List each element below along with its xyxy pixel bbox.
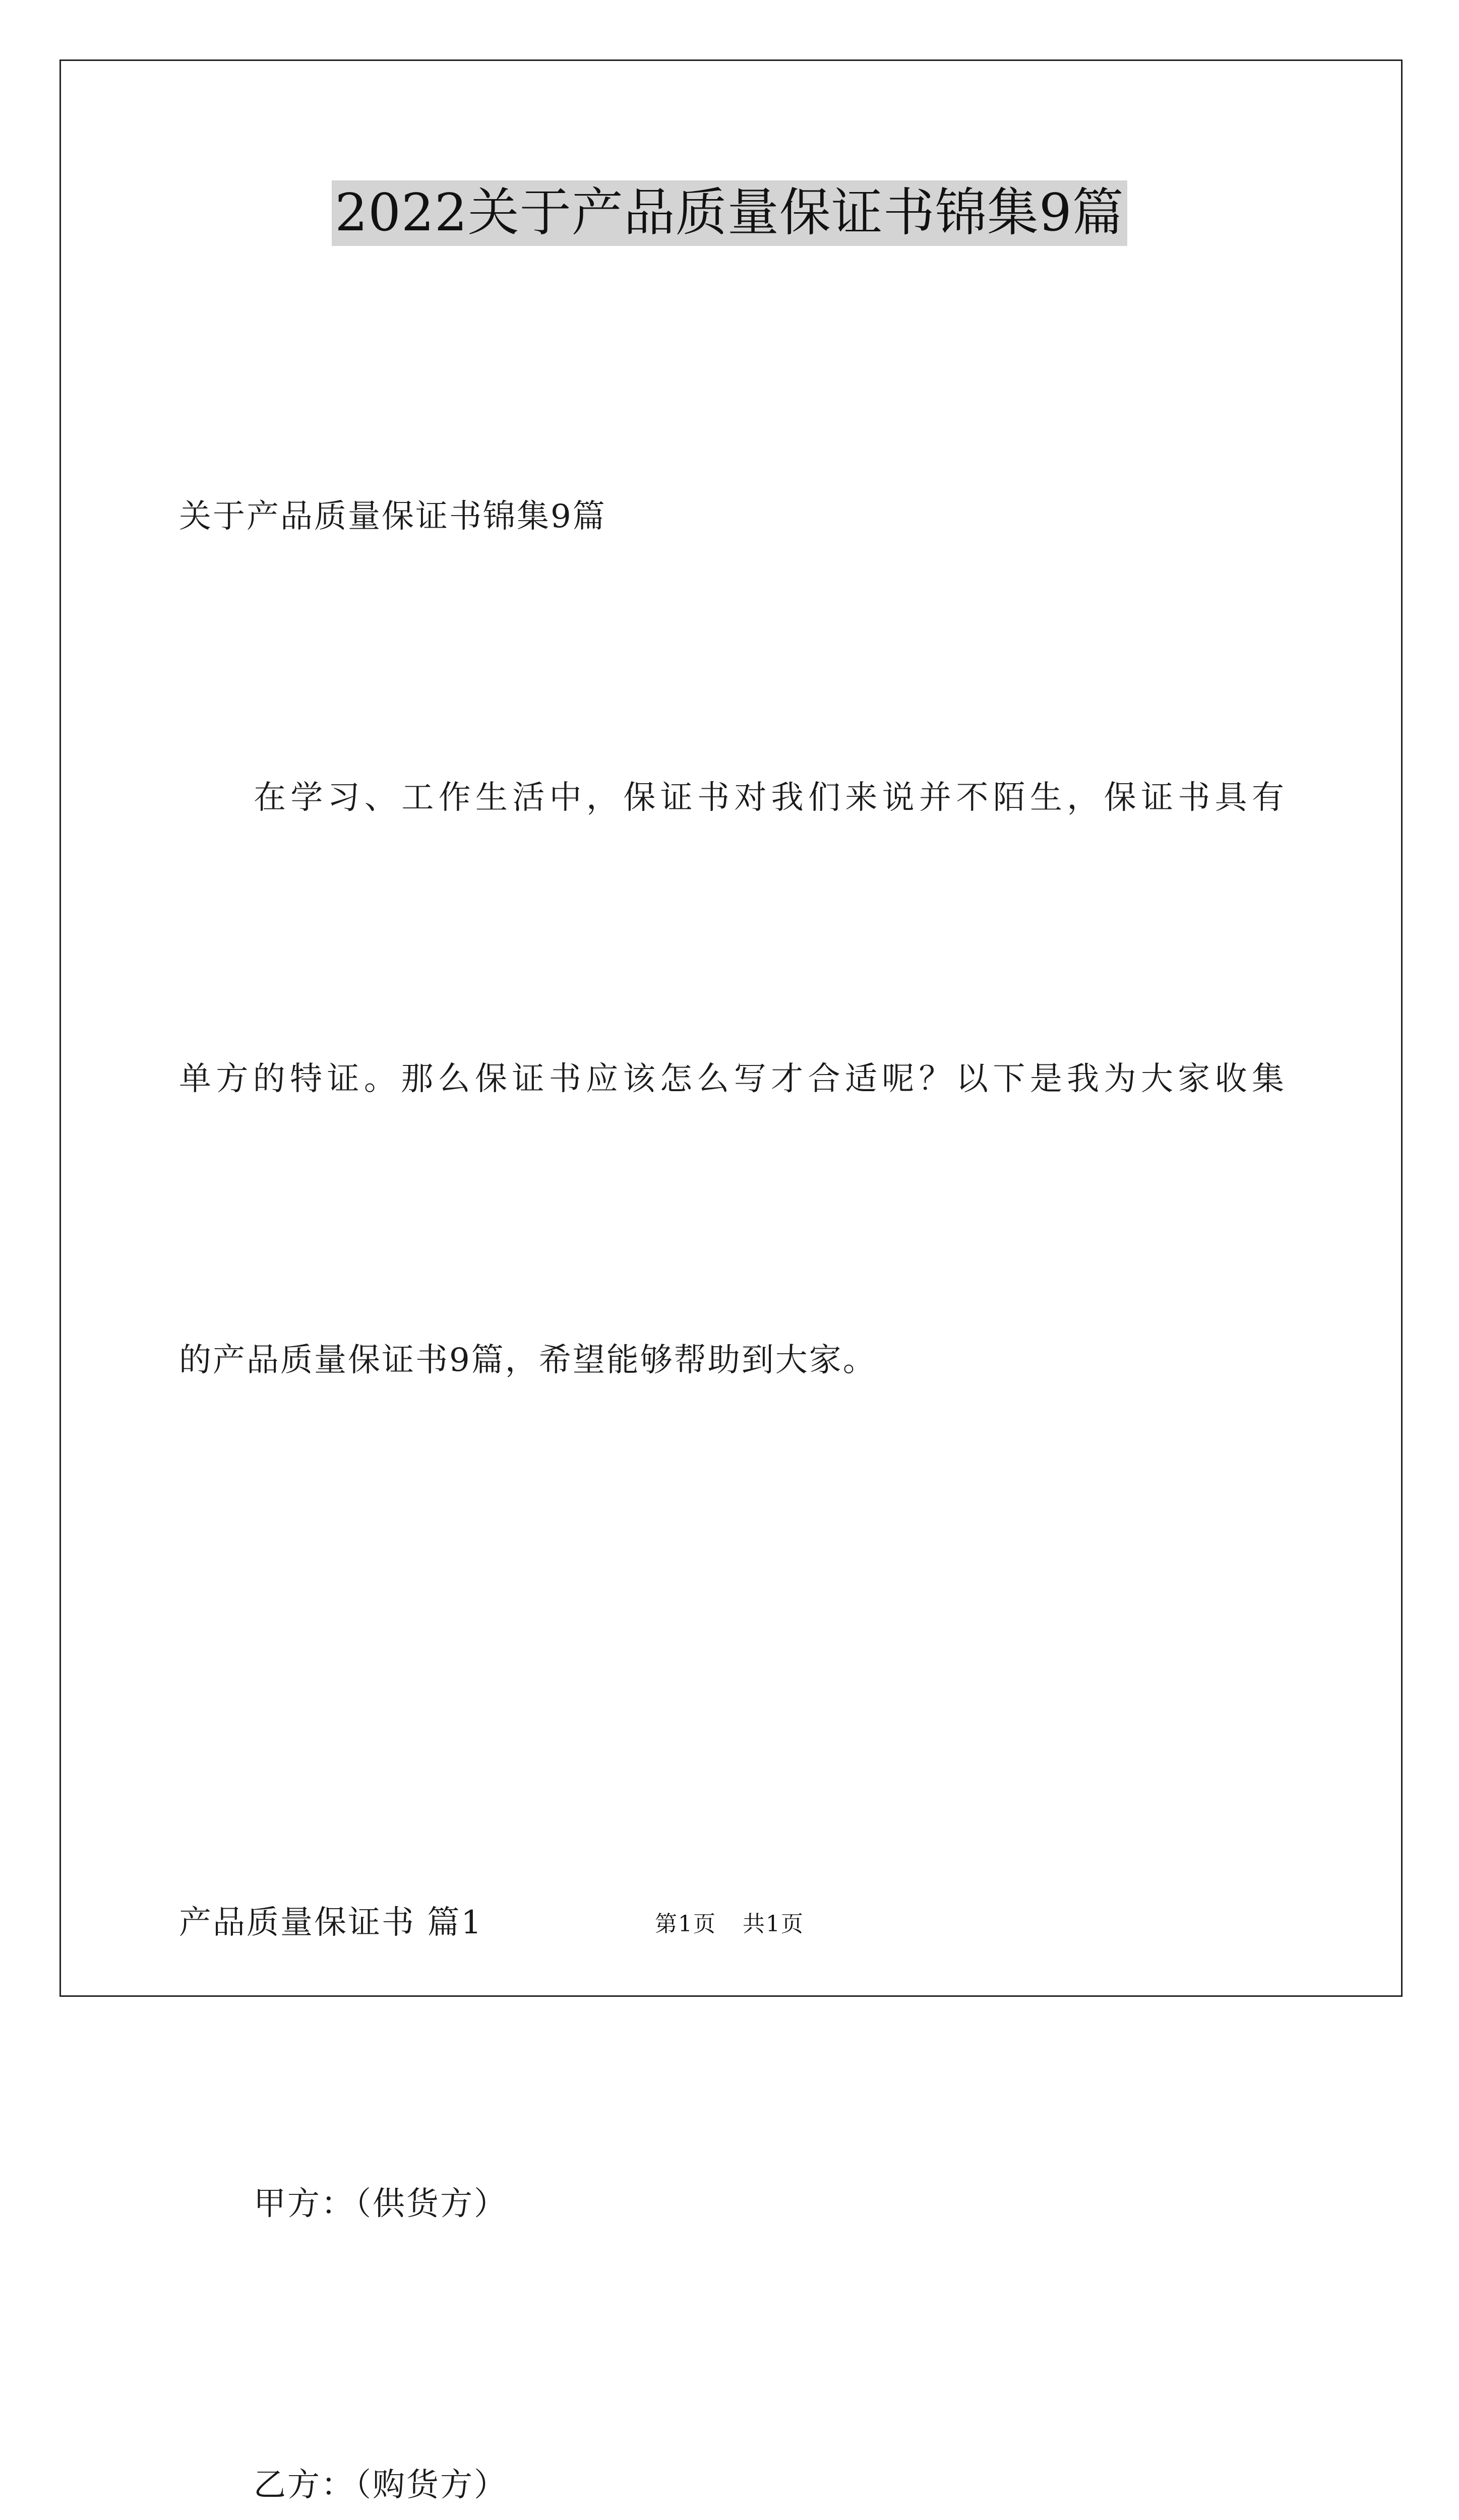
document-title: 2022关于产品质量保证书锦集9篇	[332, 180, 1127, 246]
section-heading: 产品质量保证书 篇1	[179, 1904, 483, 1941]
party-b-line: 乙方：（购货方）	[254, 2467, 508, 2504]
blank-line	[179, 1595, 1286, 1688]
document-body	[179, 282, 1286, 2520]
title-container	[0, 180, 1459, 246]
page-number-current: 第1页	[655, 1911, 716, 1937]
page-footer	[0, 1909, 1459, 1939]
subtitle-line: 关于产品质量保证书锦集9篇	[179, 498, 606, 535]
party-a-line: 甲方：（供货方）	[254, 2185, 508, 2223]
paragraph-line: 在学习、工作生活中，保证书对我们来说并不陌生，保证书具有	[254, 779, 1286, 816]
paragraph-line: 单方的特证。那么保证书应该怎么写才合适呢？以下是我为大家收集	[179, 1060, 1286, 1098]
paragraph-line: 的产品质量保证书9篇，希望能够帮助到大家。	[179, 1342, 877, 1379]
page-number-total: 共1页	[743, 1911, 804, 1937]
